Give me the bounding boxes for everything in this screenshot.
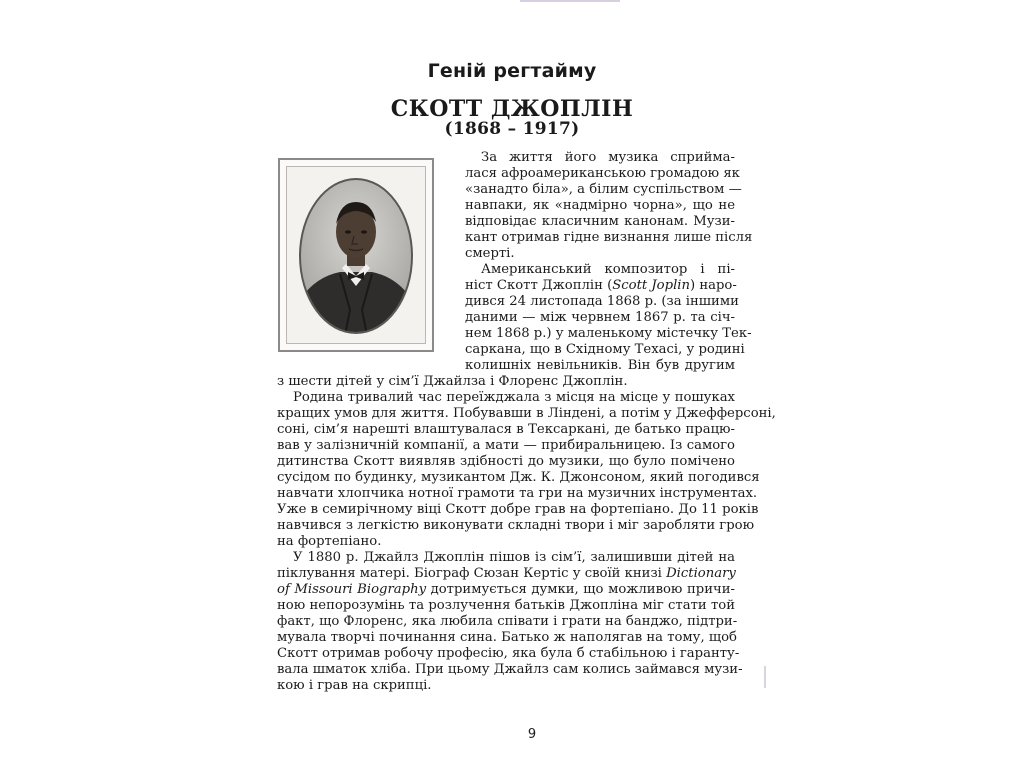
text-line: піклування матері. Біограф Сюзан Кертіс у своїй книзі Dictionary xyxy=(277,566,736,581)
text-line: відповідає класичним канонам. Музи- xyxy=(465,214,735,229)
text-line: кант отримав гідне визнання лише після xyxy=(465,230,753,245)
text-line: вала шматок хліба. При цьому Джайлз сам колись займався музи- xyxy=(277,662,743,677)
text-line: У 1880 р. Джайлз Джоплін пішов із сім’ї, залишивши дітей на xyxy=(293,550,735,565)
text-line: Уже в семирічному віці Скотт добре грав на фортепіано. До 11 років xyxy=(277,502,759,517)
text-line: даними — між червнем 1867 р. та січ- xyxy=(465,310,735,325)
text-line: навчати хлопчика нотної грамоти та гри на музичних інструментах. xyxy=(277,486,758,501)
text-line: кращих умов для життя. Побувавши в Ліндені, а потім у Джефферсоні, xyxy=(277,406,776,421)
page-number: 9 xyxy=(527,727,537,742)
author-name: СКОТТ ДЖОПЛІН xyxy=(390,96,634,122)
text-line: соні, сім’я нарешті влаштувалася в Тексаркані, де батько працю- xyxy=(277,422,735,437)
text-line: сусідом по будинку, музикантом Дж. К. Джонсоном, який погодився xyxy=(277,470,760,485)
text-line: саркана, що в Східному Техасі, у родині xyxy=(465,342,745,357)
author-years: (1868 – 1917) xyxy=(444,119,580,139)
text-line: з шести дітей у сім’ї Джайлза і Флоренс Джоплін. xyxy=(277,374,628,389)
text-line: дитинства Скотт виявляв здібності до музики, що було помічено xyxy=(277,454,735,469)
text-line: нем 1868 р.) у маленькому містечку Тек- xyxy=(465,326,752,341)
text-line: Американський композитор і пі- xyxy=(481,262,735,277)
text-line: Родина тривалий час переїжджала з місця на місце у пошуках xyxy=(293,390,735,405)
text-line: of Missouri Biography дотримується думки, що можливою причи- xyxy=(277,582,735,597)
text-line: лася афроамериканською громадою як xyxy=(465,166,740,181)
text-line: мувала творчі починання сина. Батько ж наполягав на тому, щоб xyxy=(277,630,737,645)
text-line: колишніх невільників. Він був другим xyxy=(465,358,735,373)
text-line: навчився з легкістю виконувати складні твори і міг заробляти грою xyxy=(277,518,755,533)
section-title: Геній регтайму xyxy=(427,60,597,82)
text-line: За життя його музика сприйма- xyxy=(481,150,735,165)
text-line: Скотт отримав робочу професію, яка була б стабільною і гаранту- xyxy=(277,646,740,661)
text-line: «занадто біла», а білим суспільством — xyxy=(465,182,742,197)
text-line: кою і грав на скрипці. xyxy=(277,678,432,693)
text-line: факт, що Флоренс, яка любила співати і грати на банджо, підтри- xyxy=(277,614,738,629)
text-line: ною непорозумінь та розлучення батьків Джопліна міг стати той xyxy=(277,598,735,613)
text-line: на фортепіано. xyxy=(277,534,382,549)
text-line: ніст Скотт Джоплін (Scott Joplin) наро- xyxy=(465,278,737,293)
scan-edge-mark xyxy=(764,666,766,688)
text-line: смерті. xyxy=(465,246,515,261)
text-line: навпаки, як «надмірно чорна», що не xyxy=(465,198,735,213)
text-line: дився 24 листопада 1868 р. (за іншими xyxy=(465,294,739,309)
text-line: вав у залізничній компанії, а мати — прибиральницею. Із самого xyxy=(277,438,735,453)
